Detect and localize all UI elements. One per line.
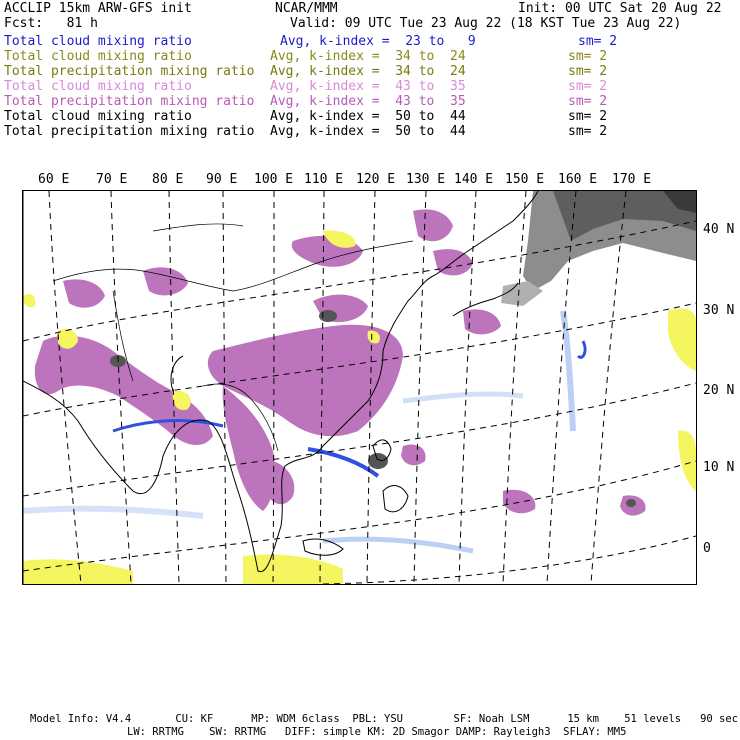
- map-canvas: [23, 191, 696, 584]
- legend-field-name: Total precipitation mixing ratio: [4, 94, 255, 109]
- legend-field-avg: Avg, k-index = 43 to 35: [270, 94, 466, 109]
- lon-label: 160 E: [558, 172, 598, 187]
- legend-field-name: Total cloud mixing ratio: [4, 79, 192, 94]
- lat-label: 0: [703, 541, 711, 556]
- lon-label: 120 E: [356, 172, 396, 187]
- lon-label: 60 E: [38, 172, 70, 187]
- legend-field-sm: sm= 2: [568, 64, 608, 79]
- legend-field-name: Total precipitation mixing ratio: [4, 64, 255, 79]
- cloud-shading-gray: [501, 191, 696, 306]
- map-panel: [22, 190, 697, 585]
- model-info-line2: LW: RRTMG SW: RRTMG DIFF: simple KM: 2D Smagor DAMP: Rayleigh3 SFLAY: MM5: [127, 726, 627, 738]
- lon-label: 80 E: [152, 172, 184, 187]
- lat-label: 40 N: [703, 222, 735, 237]
- legend-field-avg: Avg, k-index = 34 to 24: [270, 64, 466, 79]
- plot-source: NCAR/MMM: [275, 1, 338, 16]
- legend-field-avg: Avg, k-index = 50 to 44: [270, 109, 466, 124]
- legend-field-avg: Avg, k-index = 34 to 24: [270, 49, 466, 64]
- legend-field-sm: sm= 2: [568, 94, 608, 109]
- forecast-hour: Fcst: 81 h: [4, 16, 98, 31]
- lon-label: 100 E: [254, 172, 294, 187]
- lat-label: 20 N: [703, 383, 735, 398]
- lat-label: 30 N: [703, 303, 735, 318]
- legend-field-sm: sm= 2: [578, 34, 618, 49]
- lon-label: 140 E: [454, 172, 494, 187]
- model-info-line1: Model Info: V4.4 CU: KF MP: WDM 6class PBL: YSU SF: Noah LSM 15 km 51 levels 90 sec: [30, 713, 739, 725]
- legend-field-name: Total cloud mixing ratio: [4, 34, 192, 49]
- legend-field-sm: sm= 2: [568, 109, 608, 124]
- legend-field-name: Total cloud mixing ratio: [4, 109, 192, 124]
- legend-field-sm: sm= 2: [568, 79, 608, 94]
- lon-label: 110 E: [304, 172, 344, 187]
- legend-field-avg: Avg, k-index = 50 to 44: [270, 124, 466, 139]
- init-time: Init: 00 UTC Sat 20 Aug 22: [518, 1, 722, 16]
- legend-field-sm: sm= 2: [568, 124, 608, 139]
- plot-title: ACCLIP 15km ARW-GFS init: [4, 1, 192, 16]
- legend-field-avg: Avg, k-index = 43 to 35: [270, 79, 466, 94]
- lon-label: 130 E: [406, 172, 446, 187]
- valid-time: Valid: 09 UTC Tue 23 Aug 22 (18 KST Tue 23 Aug 22): [290, 16, 682, 31]
- legend-field-name: Total precipitation mixing ratio: [4, 124, 255, 139]
- lon-label: 70 E: [96, 172, 128, 187]
- legend-field-name: Total cloud mixing ratio: [4, 49, 192, 64]
- legend-field-avg: Avg, k-index = 23 to 9: [280, 34, 476, 49]
- lon-label: 90 E: [206, 172, 238, 187]
- lat-label: 10 N: [703, 460, 735, 475]
- lon-label: 170 E: [612, 172, 652, 187]
- lon-label: 150 E: [505, 172, 545, 187]
- legend-field-sm: sm= 2: [568, 49, 608, 64]
